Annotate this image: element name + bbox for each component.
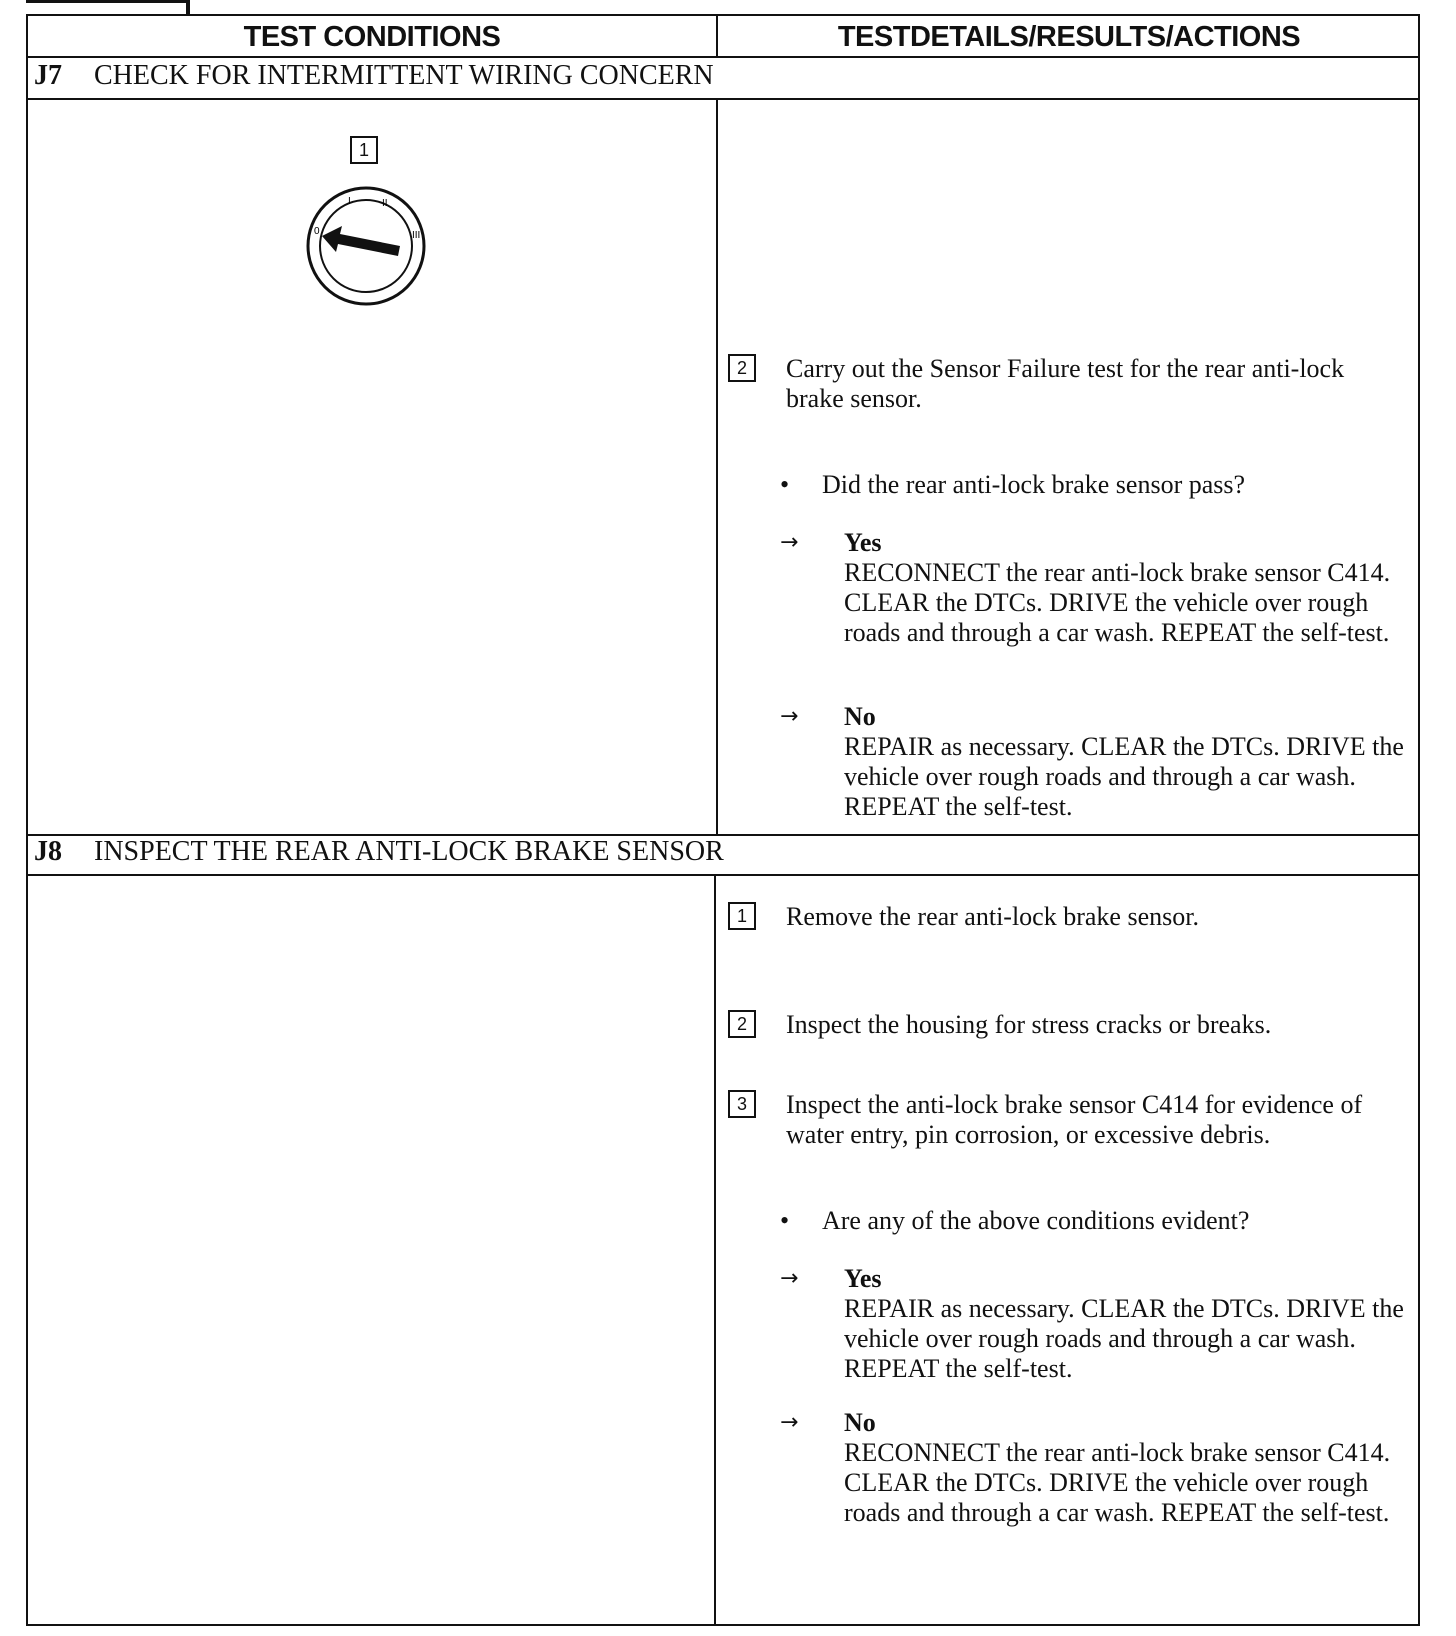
arrow-icon: →: [780, 1410, 799, 1435]
step-number-box: 2: [728, 354, 756, 382]
answer-text: RECONNECT the rear anti-lock brake sensor C414. CLEAR the DTCs. DRIVE the vehicle over rough roads and through a car wash. REPEAT the self-test.: [844, 558, 1391, 647]
step-text: Carry out the Sensor Failure test for the rear anti-lock brake sensor.: [786, 354, 1345, 413]
answer-text: REPAIR as necessary. CLEAR the DTCs. DRIVE the vehicle over rough roads and through a car wash. REPEAT the self-test.: [844, 1294, 1404, 1383]
answer-label: No: [844, 702, 876, 731]
svg-text:III: III: [412, 230, 421, 241]
svg-text:II: II: [382, 198, 388, 209]
svg-text:0: 0: [314, 226, 320, 237]
step-number-box: 3: [728, 1090, 756, 1118]
j8-column-divider: [714, 874, 716, 1626]
bullet-icon: •: [780, 1206, 790, 1235]
arrow-icon: →: [780, 704, 799, 729]
step-text: Remove the rear anti-lock brake sensor.: [786, 902, 1199, 931]
header-column-divider: [716, 16, 718, 56]
ignition-switch-icon: [296, 176, 436, 316]
question-text: Did the rear anti-lock brake sensor pass?: [822, 470, 1246, 499]
answer-text: RECONNECT the rear anti-lock brake sensor C414. CLEAR the DTCs. DRIVE the vehicle over rough roads and through a car wash. REPEAT the self-test.: [844, 1438, 1391, 1527]
arrow-icon: →: [780, 1266, 799, 1291]
arrow-icon: →: [780, 530, 799, 555]
step-text: Inspect the anti-lock brake sensor C414 for evidence of water entry, pin corrosion, or excessive debris.: [786, 1090, 1363, 1149]
section-id: J7: [34, 60, 62, 91]
j8-details: [720, 16, 1420, 1626]
section-title-text: CHECK FOR INTERMITTENT WIRING CONCERN: [94, 60, 714, 91]
bullet-icon: •: [780, 470, 790, 499]
answer-text: REPAIR as necessary. CLEAR the DTCs. DRIVE the vehicle over rough roads and through a car wash. REPEAT the self-test.: [844, 732, 1404, 821]
section-title-text: INSPECT THE REAR ANTI-LOCK BRAKE SENSOR: [94, 836, 724, 867]
step-number-box: 1: [728, 902, 756, 930]
question-text: Are any of the above conditions evident?: [822, 1206, 1250, 1235]
svg-text:I: I: [348, 196, 351, 207]
section-title-j8: [34, 836, 724, 868]
top-tick: [186, 0, 190, 14]
top-rule: [26, 0, 186, 3]
answer-label: Yes: [844, 1264, 882, 1293]
answer-label: Yes: [844, 528, 882, 557]
header-test-details: TESTDETAILS/RESULTS/ACTIONS: [837, 20, 1301, 53]
header-test-conditions: TEST CONDITIONS: [243, 20, 501, 53]
j7-column-divider: [716, 98, 718, 834]
step-number-box: 2: [728, 1010, 756, 1038]
diagnostic-table: [26, 14, 1420, 1626]
step-text: Inspect the housing for stress cracks or breaks.: [786, 1010, 1272, 1039]
answer-label: No: [844, 1408, 876, 1437]
section-title-j7: [34, 60, 714, 92]
step-number-box: 1: [350, 136, 378, 164]
section-id: J8: [34, 836, 62, 867]
